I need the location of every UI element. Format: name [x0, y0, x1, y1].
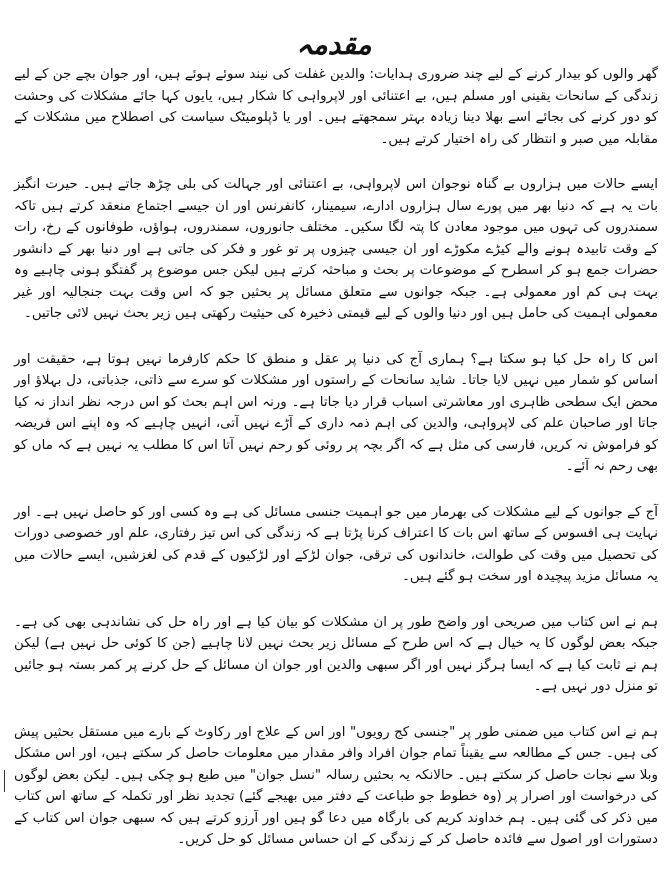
paragraph-1: گھر والوں کو بیدار کرنے کے لیے چند ضروری ہدایات: والدین غفلت کی نیند سوئے ہوئے ہیں، اور جوان بچے جن کے لیے زندگی کے سانحات یقینی اور مسلم ہیں، بے اعتنائی اور لاپرواہی کا شکار ہیں، یایوں کہا جائے مشکلات کی وحشت کو دور کرنے کی بجائے اسے بھلا دینا زیادہ بہتر سمجھتے ہیں۔ اور یا ڈپلومیٹک سیاست کی اصطلاح میں مشکلات کے مقابلہ میں صبر و انتظار کی راہ اختیار کرتے ہیں۔ — [14, 67, 658, 147]
paragraph-4: آج کے جوانوں کے لیے مشکلات کی بھرمار میں جو اہمیت جنسی مسائل کی ہے وہ کسی اور کو حاصل نہیں ہے۔ اور نہایت ہی افسوس کے ساتھ اس بات کا اعتراف کرنا پڑتا ہے کہ زندگی کی اس تیز رفتاری، علم اور خصوصی دورات کی تحصیل میں وقت کی طوالت، خاندانوں کی ترقی، جوان لڑکے اور لڑکیوں کے قدم کی لغزشیں، ایسے حالات میں یہ مسائل مزید پیچیدہ اور سخت ہو گئے ہیں۔ — [14, 504, 658, 584]
body-text — [14, 64, 658, 875]
margin-rule — [4, 770, 5, 792]
paragraph-3: اس کا راہ حل کیا ہو سکتا ہے؟ ہماری آج کی دنیا پر عقل و منطق کا حکم کارفرما نہیں ہوتا ہے، حقیقت اور اساس کو شمار میں نہیں لایا جاتا۔ شاید سانحات کے راستوں اور مشکلات کو سرے سے ذاتی، جذباتی، دل بہلاؤ اور محض ایک سطحی ظاہری اور معاشرتی اسباب قرار دیا جاتا ہے۔ ورنہ اس اہم بحث کو اس درجہ نظر انداز نہ کیا جاتا اور صاحبان علم کی لاپرواہی، والدین کی اہم ذمہ داری کے آڑے نہیں آتی، انہیں چاہیے کہ وہ اپنے اس فریضہ کو فراموش نہ کریں، فارسی کی مثل ہے کہ اگر بچہ پر روئی کو رحم نہیں آتا اس کا مطلب یہ نہیں ہے کہ ماں کو بھی رحم نہ آئے۔ — [14, 351, 658, 474]
paragraph-6: ہم نے اس کتاب میں ضمنی طور پر "جنسی کج رویوں" اور اس کے علاج اور رکاوٹ کے بارے میں مستقل بحثیں پیش کی ہیں۔ جس کے مطالعہ سے یقیناً تمام جوان افراد وافر مقدار میں معلومات حاصل کر سکتے ہیں، اور اس مشکل وبلا سے نجات حاصل کر سکتے ہیں۔ حالانکہ یہ بحثیں رسالہ "نسل جوان" میں طبع ہو چکی ہیں۔ لیکن بعض لوگوں کی درخواست اور اصرار پر (وہ خطوط جو طباعت کے دفتر میں بھیجے گئے) تجدید نظر اور تکملہ کے ساتھ اس کتاب میں ذکر کی گئی ہیں۔ ہم خداوند کریم کی بارگاہ میں دعا گو ہیں اور آرزو کرتے ہیں کہ سبھی جوان اس کتاب کے دستورات اور اصول سے فائدہ حاصل کر کے زندگی کے ان حساس مسائل کو حل کریں۔ — [14, 724, 658, 847]
paragraph-5: ہم نے اس کتاب میں صریحی اور واضح طور پر ان مشکلات کو بیان کیا ہے اور راہ حل کی نشاندہی بھی کی ہے۔ جبکہ بعض لوگوں کا یہ خیال ہے کہ اس طرح کے مسائل زیر بحث نہیں لانا چاہیے (جن کا کوئی حل نہیں ہے) لیکن ہم نے ثابت کیا ہے کہ ایسا ہرگز نہیں اور اگر سبھی والدین اور جوان ان مسائل کے حل کرنے پر کمر بستہ ہو جائیں تو منزل دور نہیں ہے۔ — [14, 614, 658, 694]
paragraph-2: ایسے حالات میں ہزاروں بے گناہ نوجوان اس لاپرواہی، بے اعتنائی اور جہالت کی بلی چڑھ جاتے ہیں۔ حیرت انگیز بات یہ ہے کہ دنیا بھر میں پورے سال ہزاروں ادارے، سیمینار، کانفرنس اور ان جیسے اجتماع منعقد کرتے ہیں تاکہ سمندروں کی تہوں میں موجود معادن کا پتہ لگا سکیں۔ مختلف جانوروں، سمندروں، ہواؤں، طوفانوں کے رخ، رات کے وقت تابیدہ ہونے والے کیڑے مکوڑے اور ان جیسی چیزوں پر تو غور و فکر کی جاتی ہے اور دنیا بھر کے دانشور حضرات جمع ہو کر اسطرح کے موضوعات پر بحث و مباحثہ کرتے ہیں لیکن جس موضوع پر گفتگو ہونی چاہیے وہ بہت ہی کم اور معمولی ہے۔ جبکہ جوانوں سے متعلق مسائل پر بحثیں جو کہ اس وقت بہت جنجالیہ اور غیر معمولی اہمیت کی حامل ہیں اور دنیا والوں کے لیے قیمتی ذخیرہ کی حیثیت رکھتی ہیں زیر بحث نہیں لائی جاتیں۔ — [14, 177, 658, 321]
page-title: مقدمہ — [296, 27, 372, 61]
